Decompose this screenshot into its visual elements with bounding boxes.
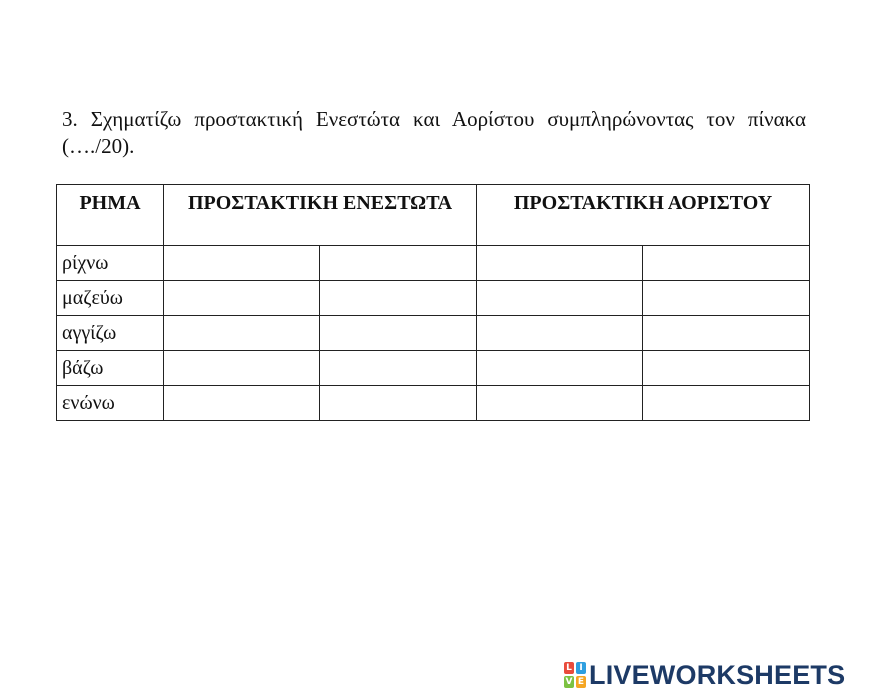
- verb-cell: ρίχνω: [57, 246, 164, 281]
- answer-cell-aorist-2[interactable]: [643, 281, 810, 316]
- answer-cell-aorist-2[interactable]: [643, 246, 810, 281]
- live-icon: [564, 662, 586, 688]
- answer-cell-present-1[interactable]: [164, 386, 320, 421]
- answer-cell-aorist-2[interactable]: [643, 386, 810, 421]
- verb-cell: βάζω: [57, 351, 164, 386]
- answer-cell-present-1[interactable]: [164, 351, 320, 386]
- logo-wordmark: LIVEWORKSHEETS: [589, 660, 846, 690]
- answer-cell-present-2[interactable]: [320, 281, 477, 316]
- answer-cell-aorist-2[interactable]: [643, 351, 810, 386]
- exercise-instruction: 3. Σχηματίζω προστακτική Ενεστώτα και Αορίστου συμπληρώνοντας τον πίνακα (…./20).: [62, 107, 806, 158]
- imperative-table: [56, 184, 810, 421]
- liveworksheets-logo: [564, 662, 845, 688]
- answer-cell-present-1[interactable]: [164, 281, 320, 316]
- answer-cell-present-2[interactable]: [320, 386, 477, 421]
- answer-cell-present-2[interactable]: [320, 351, 477, 386]
- verb-cell: μαζεύω: [57, 281, 164, 316]
- answer-cell-aorist-1[interactable]: [477, 386, 643, 421]
- answer-cell-present-1[interactable]: [164, 246, 320, 281]
- verb-cell: αγγίζω: [57, 316, 164, 351]
- answer-cell-present-2[interactable]: [320, 246, 477, 281]
- table-row: [57, 246, 810, 281]
- header-present-imperative: ΠΡΟΣΤΑΚΤΙΚΗ ΕΝΕΣΤΩΤΑ: [164, 185, 477, 246]
- logo-letter: E: [577, 677, 585, 687]
- answer-cell-present-2[interactable]: [320, 316, 477, 351]
- table-row: [57, 316, 810, 351]
- header-aorist-imperative: ΠΡΟΣΤΑΚΤΙΚΗ ΑΟΡΙΣΤΟΥ: [477, 185, 810, 246]
- logo-letter: V: [565, 677, 573, 687]
- header-verb: ΡΗΜΑ: [57, 185, 164, 246]
- answer-cell-aorist-1[interactable]: [477, 316, 643, 351]
- table-row: [57, 386, 810, 421]
- answer-cell-aorist-1[interactable]: [477, 246, 643, 281]
- answer-cell-aorist-2[interactable]: [643, 316, 810, 351]
- table-row: [57, 351, 810, 386]
- verb-cell: ενώνω: [57, 386, 164, 421]
- answer-cell-present-1[interactable]: [164, 316, 320, 351]
- table-header-row: [57, 185, 810, 246]
- logo-letter: L: [564, 662, 574, 674]
- logo-letter: I: [576, 662, 586, 674]
- table-row: [57, 281, 810, 316]
- answer-cell-aorist-1[interactable]: [477, 281, 643, 316]
- answer-cell-aorist-1[interactable]: [477, 351, 643, 386]
